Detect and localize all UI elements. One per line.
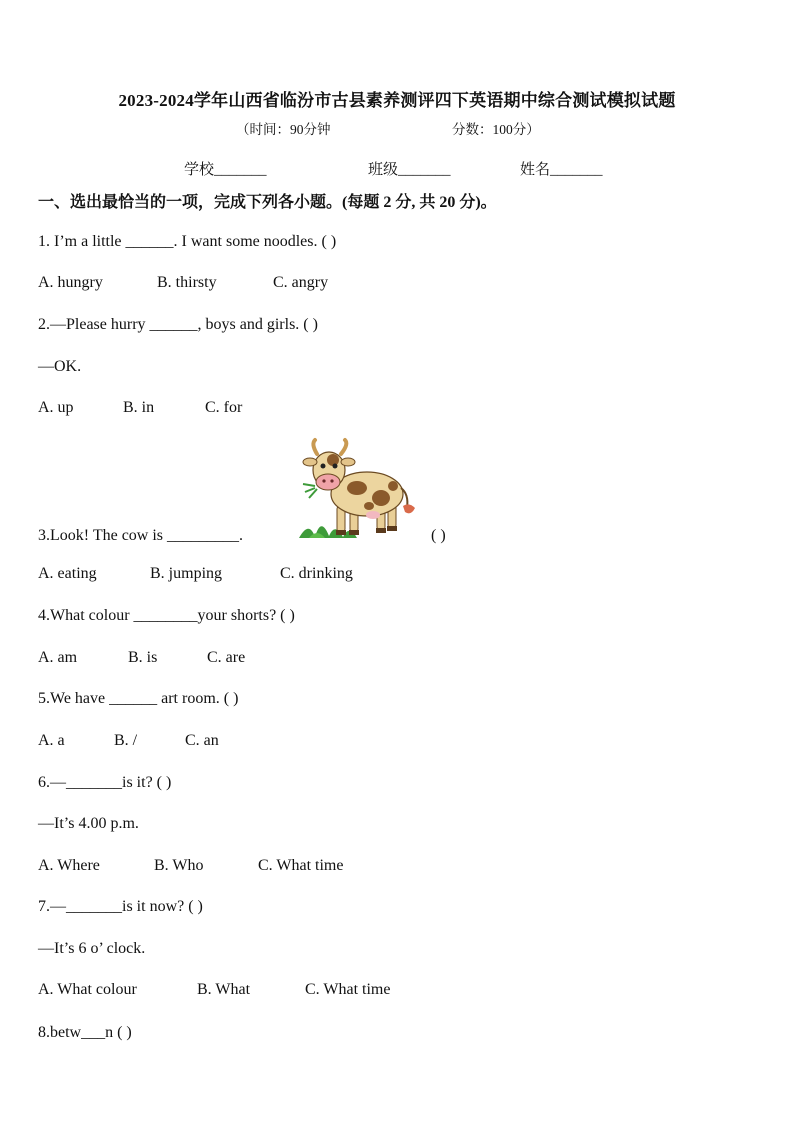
question-6: 6.—_______is it? ( ) xyxy=(38,774,172,791)
q7-option-a: A. What colour xyxy=(38,981,137,998)
exam-time: （时间：90分钟 xyxy=(236,122,331,137)
question-5: 5.We have ______ art room. ( ) xyxy=(38,690,239,707)
cow-illustration xyxy=(295,436,420,546)
q3-option-c: C. drinking xyxy=(280,565,353,582)
q2-option-a: A. up xyxy=(38,399,74,416)
question-7: 7.—_______is it now? ( ) xyxy=(38,898,203,915)
q7-option-c: C. What time xyxy=(305,981,391,998)
q1-option-b: B. thirsty xyxy=(157,274,217,291)
section-title: 一、选出最恰当的一项，完成下列各小题。(每题 2 分, 共 20 分)。 xyxy=(38,194,497,211)
exam-score: 分数：100分） xyxy=(452,122,540,137)
q4-option-b: B. is xyxy=(128,649,158,666)
class-field: 班级_______ xyxy=(368,162,451,178)
q3-option-b: B. jumping xyxy=(150,565,223,582)
question-2-reply: —OK. xyxy=(38,358,82,375)
q5-option-a: A. a xyxy=(38,732,65,749)
question-2: 2.—Please hurry ______, boys and girls. ( ) xyxy=(38,316,318,333)
question-1: 1. I’m a little ______. I want some noodles. ( ) xyxy=(38,233,337,250)
q2-option-c: C. for xyxy=(205,399,243,416)
q1-option-c: C. angry xyxy=(273,274,329,291)
page-title: 2023-2024学年山西省临汾市古县素养测评四下英语期中综合测试模拟试题 xyxy=(118,91,676,110)
question-7-reply: —It’s 6 o’ clock. xyxy=(38,940,146,957)
school-field: 学校_______ xyxy=(184,162,267,178)
q4-option-c: C. are xyxy=(207,649,246,666)
q1-option-a: A. hungry xyxy=(38,274,103,291)
q2-option-b: B. in xyxy=(123,399,155,416)
question-8: 8.betw___n ( ) xyxy=(38,1024,132,1041)
q5-option-b: B. / xyxy=(114,732,138,749)
q6-option-b: B. Who xyxy=(154,857,204,874)
question-6-reply: —It’s 4.00 p.m. xyxy=(38,815,139,832)
q7-option-b: B. What xyxy=(197,981,251,998)
question-4: 4.What colour ________your shorts? ( ) xyxy=(38,607,295,624)
q6-option-a: A. Where xyxy=(38,857,100,874)
name-field: 姓名_______ xyxy=(520,162,603,178)
q5-option-c: C. an xyxy=(185,732,219,749)
q4-option-a: A. am xyxy=(38,649,78,666)
question-3-bracket: ( ) xyxy=(431,527,446,544)
q3-option-a: A. eating xyxy=(38,565,97,582)
question-3: 3.Look! The cow is _________. xyxy=(38,527,244,544)
q6-option-c: C. What time xyxy=(258,857,344,874)
